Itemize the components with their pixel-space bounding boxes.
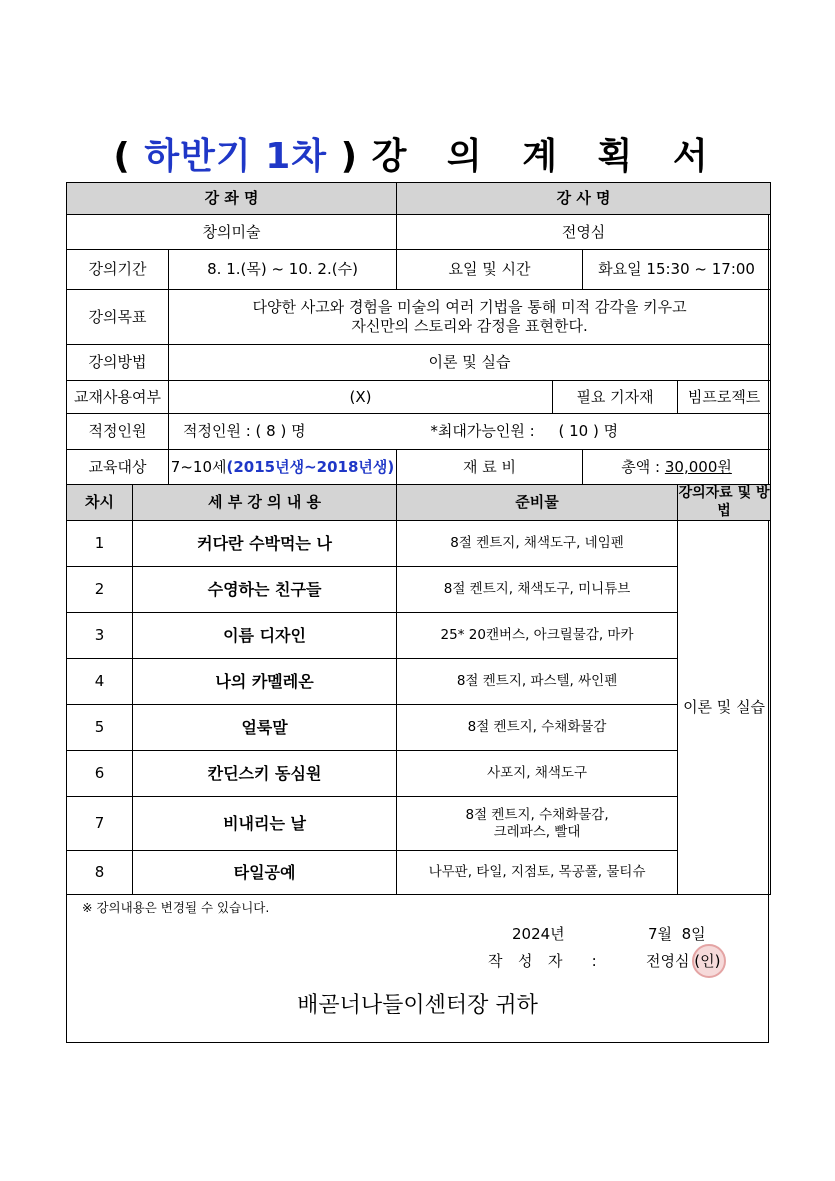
session-prep: 8절 켄트지, 채색도구, 네임펜 xyxy=(397,521,678,567)
title-term: 하반기 1차 xyxy=(144,136,328,177)
goal-label: 강의목표 xyxy=(67,290,169,345)
session-content: 칸딘스키 동심원 xyxy=(133,751,397,797)
title-main: 강 의 계 획 서 xyxy=(371,136,722,177)
textbook-label: 교재사용여부 xyxy=(67,381,169,414)
session-prep-line-1: 8절 켄트지, 수채화물감, xyxy=(465,806,609,823)
date-year: 2024년 xyxy=(512,925,565,943)
capacity-value: 적정인원 : ( 8 ) 명 xyxy=(183,422,306,441)
session-no: 6 xyxy=(67,751,133,797)
session-no: 7 xyxy=(67,797,133,851)
method-value: 이론 및 실습 xyxy=(169,345,771,381)
writer-name: 전영심 (인) xyxy=(646,952,721,970)
fee-cell xyxy=(583,450,771,485)
addressee: 배곧너나들이센터장 귀하 xyxy=(297,993,538,1018)
equipment-label: 필요 기자재 xyxy=(553,381,678,414)
schedule-label: 요일 및 시간 xyxy=(397,250,583,290)
session-no-header: 차시 xyxy=(67,485,133,521)
instructor-value: 전영심 xyxy=(397,215,771,250)
session-row xyxy=(67,567,771,613)
materials-method: 이론 및 실습 xyxy=(678,521,771,895)
session-content: 이름 디자인 xyxy=(133,613,397,659)
session-row xyxy=(67,705,771,751)
session-prep: 8절 켄트지, 수채화물감 xyxy=(397,705,678,751)
session-no: 5 xyxy=(67,705,133,751)
lecture-plan-table xyxy=(66,182,771,895)
session-prep: 나무판, 타일, 지점토, 목공풀, 물티슈 xyxy=(397,851,678,895)
goal-line-2: 자신만의 스토리와 감정을 표현한다. xyxy=(351,317,588,335)
session-prep: 사포지, 채색도구 xyxy=(397,751,678,797)
session-prep xyxy=(397,797,678,851)
session-content: 비내리는 날 xyxy=(133,797,397,851)
session-row xyxy=(67,797,771,851)
capacity-row xyxy=(169,414,771,450)
session-row xyxy=(67,521,771,567)
session-prep-line-2: 크레파스, 빨대 xyxy=(493,823,581,840)
target-age: 7~10세 xyxy=(170,457,227,476)
period-label: 강의기간 xyxy=(67,250,169,290)
period-value: 8. 1.(목) ~ 10. 2.(수) xyxy=(169,250,397,290)
textbook-value: (X) xyxy=(169,381,553,414)
session-row xyxy=(67,613,771,659)
session-prep: 8절 켄트지, 파스텔, 싸인펜 xyxy=(397,659,678,705)
target-birth-years: (2015년생~2018년생) xyxy=(226,457,395,476)
session-no: 8 xyxy=(67,851,133,895)
title-paren-open: ( xyxy=(113,136,131,177)
session-prep: 25* 20캔버스, 아크릴물감, 마카 xyxy=(397,613,678,659)
fee-label: 재 료 비 xyxy=(397,450,583,485)
session-no: 4 xyxy=(67,659,133,705)
target-label: 교육대상 xyxy=(67,450,169,485)
date-monthday: 7월 8일 xyxy=(648,925,706,943)
session-content: 얼룩말 xyxy=(133,705,397,751)
capacity-label: 적정인원 xyxy=(67,414,169,450)
target-value xyxy=(169,450,397,485)
instructor-header: 강 사 명 xyxy=(397,183,771,215)
session-row xyxy=(67,659,771,705)
session-content-header: 세 부 강 의 내 용 xyxy=(133,485,397,521)
goal-line-1: 다양한 사고와 경험을 미술의 여러 기법을 통해 미적 감각을 키우고 xyxy=(252,298,687,317)
capacity-max: *최대가능인원 : ( 10 ) 명 xyxy=(430,422,619,441)
session-no: 3 xyxy=(67,613,133,659)
session-no: 1 xyxy=(67,521,133,567)
course-name-value: 창의미술 xyxy=(67,215,397,250)
session-content: 커다란 수박먹는 나 xyxy=(133,521,397,567)
document-title xyxy=(0,128,835,179)
fee-prefix: 총액 : xyxy=(621,457,661,476)
session-prep: 8절 켄트지, 채색도구, 미니튜브 xyxy=(397,567,678,613)
session-content: 나의 카멜레온 xyxy=(133,659,397,705)
session-row xyxy=(67,851,771,895)
equipment-value: 빔프로젝트 xyxy=(678,381,771,414)
session-prep-header: 준비물 xyxy=(397,485,678,521)
session-materials-header: 강의자료 및 방법 xyxy=(678,485,770,519)
session-no: 2 xyxy=(67,567,133,613)
fee-value: 30,000원 xyxy=(664,457,732,476)
course-name-header: 강 좌 명 xyxy=(67,183,397,215)
session-content: 수영하는 친구들 xyxy=(133,567,397,613)
session-content: 타일공예 xyxy=(133,851,397,895)
title-paren-close: ) xyxy=(340,136,359,177)
schedule-value: 화요일 15:30 ~ 17:00 xyxy=(583,250,771,290)
goal-value xyxy=(169,290,771,345)
writer-label: 작 성 자 : xyxy=(488,952,599,970)
session-row xyxy=(67,751,771,797)
method-label: 강의방법 xyxy=(67,345,169,381)
change-notice: ※ 강의내용은 변경될 수 있습니다. xyxy=(82,900,270,915)
